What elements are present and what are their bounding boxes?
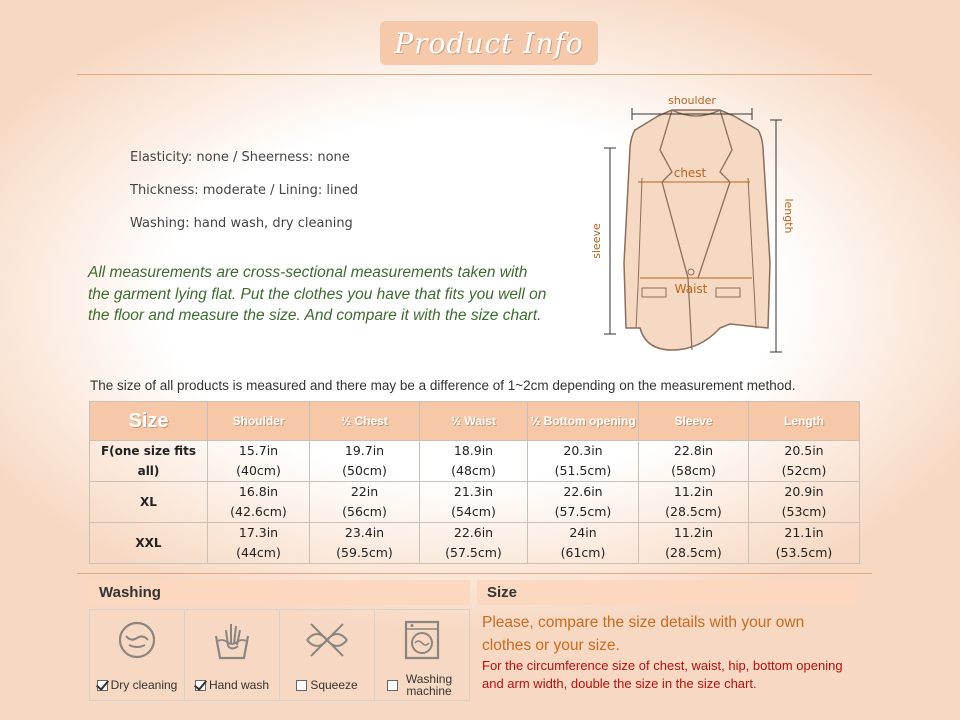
size-compare-message: Please, compare the size details with your own clothes or your size. [482,614,805,654]
table-cell: 11.2in (28.5cm) [639,482,749,523]
table-row [90,441,860,482]
washing-icons-panel [89,609,470,701]
attr-thickness: Thickness: moderate / Lining: lined [130,183,359,198]
label-shoulder: shoulder [668,94,716,107]
table-cell: 16.8in (42.6cm) [208,482,310,523]
label-waist: Waist [674,282,708,296]
table-cell: 22.8in (58cm) [639,441,749,482]
size-chart-table [89,401,860,564]
no-wring-icon [303,618,351,662]
wash-label: Hand wash [208,678,270,692]
row-label: XL [90,482,208,523]
header-sleeve: Sleeve [639,402,749,441]
row-label: F(one size fits all) [90,441,208,482]
wash-option-squeeze [280,610,375,700]
label-chest: chest [673,166,707,180]
measurement-caption: The size of all products is measured and there may be a difference of 1~2cm depending on the measurement method. [90,378,796,393]
attr-elasticity: Elasticity: none / Sheerness: none [130,150,350,165]
row-label: XXL [90,523,208,564]
wash-option-hand-wash [185,610,280,700]
wash-label: Squeeze [310,678,358,692]
jacket-measurement-diagram [580,88,810,360]
table-cell: 18.9in (48cm) [420,441,528,482]
header-half-chest: ½ Chest [310,402,420,441]
header-length: Length [749,402,860,441]
table-cell: 20.3in (51.5cm) [528,441,639,482]
washing-section-title: Washing [89,580,470,605]
table-cell: 22in (56cm) [310,482,420,523]
table-cell: 15.7in (40cm) [208,441,310,482]
table-cell: 22.6in (57.5cm) [420,523,528,564]
header-divider [77,74,872,75]
table-cell: 20.9in (53cm) [749,482,860,523]
section-divider [77,573,872,574]
wash-label: Washing machine [405,672,453,698]
table-cell: 11.2in (28.5cm) [639,523,749,564]
page-title: Product Info [380,21,598,65]
table-header-row [90,402,860,441]
label-length: length [782,198,795,234]
table-cell: 22.6in (57.5cm) [528,482,639,523]
size-section-title: Size [477,580,858,605]
dry-clean-icon [115,618,159,662]
label-sleeve: sleeve [590,223,603,259]
wash-label: Dry cleaning [110,678,178,692]
header-size: Size [90,402,208,441]
table-cell: 24in (61cm) [528,523,639,564]
hand-wash-checkbox [195,680,206,691]
table-row [90,482,860,523]
header-shoulder: Shoulder [208,402,310,441]
washing-machine-icon [400,618,444,662]
wash-option-dry-cleaning [90,610,185,700]
table-cell: 23.4in (59.5cm) [310,523,420,564]
header-half-bottom: ½ Bottom opening [528,402,639,441]
table-row [90,523,860,564]
wash-option-washing-machine [375,610,469,700]
header-half-waist: ½ Waist [420,402,528,441]
table-cell: 19.7in (50cm) [310,441,420,482]
table-cell: 20.5in (52cm) [749,441,860,482]
squeeze-checkbox [296,680,307,691]
washing-machine-checkbox [387,680,398,691]
attr-washing: Washing: hand wash, dry cleaning [130,216,353,231]
table-cell: 21.3in (54cm) [420,482,528,523]
table-cell: 21.1in (53.5cm) [749,523,860,564]
dry-cleaning-checkbox [97,680,108,691]
measurement-note: All measurements are cross-sectional measurements taken with the garment lying flat. Put the clothes you have that fits you well on the floor and measure the size. And compare it with the size chart. [88,264,547,324]
size-circumference-note: For the circumference size of chest, waist, hip, bottom opening and arm width, double the size in the size chart. [482,658,843,691]
table-cell: 17.3in (44cm) [208,523,310,564]
hand-wash-icon [210,618,254,662]
